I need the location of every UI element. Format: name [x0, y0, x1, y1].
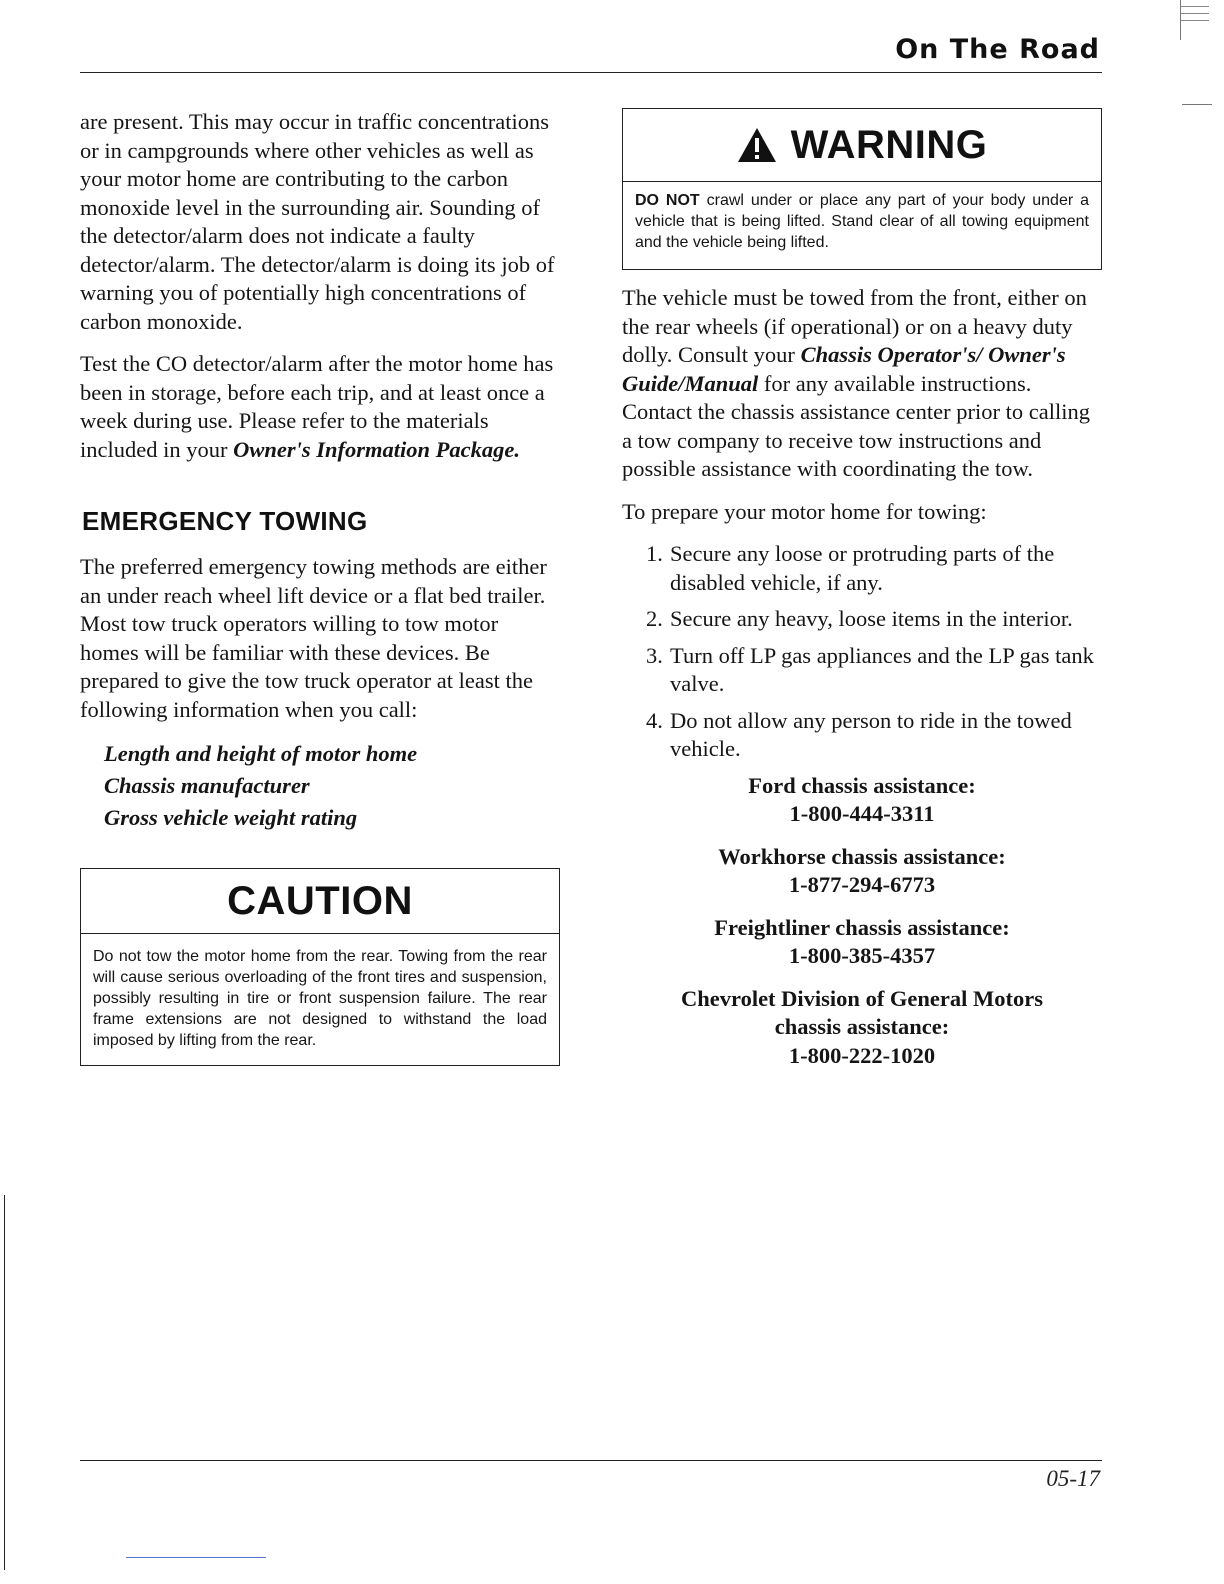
- info-item: Chassis manufacturer: [104, 773, 310, 798]
- list-item: 3. Turn off LP gas appliances and the LP gas tank valve.: [646, 642, 1094, 696]
- header-rule: [80, 72, 1102, 73]
- tow-from-front-paragraph: The vehicle must be towed from the front, either on the rear wheels (if operational) or on a heavy duty dolly. Consult your Chassis Operator's/ Owner's Guide/Manual for any available instructions. Contact the chassis assistance center prior to calling a tow company to receive tow instructions and possible assistance with coordinating the tow.: [622, 285, 1090, 481]
- scan-artifact: [126, 1557, 266, 1558]
- contact-workhorse: Workhorse chassis assistance: 1-877-294-6773: [622, 843, 1102, 900]
- prepare-intro: To prepare your motor home for towing:: [622, 498, 987, 524]
- footer-rule: [80, 1460, 1102, 1461]
- list-item: 4. Do not allow any person to ride in the towed vehicle.: [646, 707, 1072, 761]
- warning-box: [622, 108, 1102, 270]
- caution-box: [80, 868, 560, 1066]
- left-column: [80, 108, 560, 1066]
- contact-freightliner: Freightliner chassis assistance: 1-800-385-4357: [622, 914, 1102, 971]
- contact-ford: Ford chassis assistance: 1-800-444-3311: [622, 772, 1102, 829]
- prep-steps-list: [622, 540, 1102, 764]
- warning-lead: DO NOT: [635, 192, 700, 209]
- tow-info-list: [104, 738, 560, 834]
- list-item: 1. Secure any loose or protruding parts of the disabled vehicle, if any.: [646, 541, 1055, 595]
- contact-chevrolet: Chevrolet Division of General Motors chassis assistance: 1-800-222-1020: [622, 985, 1102, 1071]
- warning-title: WARNING: [790, 122, 988, 167]
- page-header-title: On The Road: [895, 34, 1100, 65]
- info-item: Length and height of motor home: [104, 741, 418, 766]
- co-alarm-paragraph: are present. This may occur in traffic concentrations or in campgrounds where other vehicles as well as your motor home are contributing to the carbon monoxide level in the surrounding air. Sounding of the detector/alarm does not indicate a faulty detector/alarm. The detector/alarm is doing its job of warning you of potentially high concentrations of carbon monoxide.: [80, 109, 555, 334]
- right-column: [622, 108, 1102, 1084]
- phone-number: 1-800-385-4357: [788, 943, 936, 968]
- scan-artifact: [4, 1195, 5, 1570]
- caution-header: [81, 869, 559, 934]
- warning-triangle-icon: [737, 127, 777, 163]
- caution-body: Do not tow the motor home from the rear. Towing from the rear will cause serious overloading of the front tires and suspension, possibly resulting in tire or front suspension failure. The rear frame extensions are not designed to withstand the load imposed by lifting from the rear.: [93, 948, 547, 1049]
- scan-artifact: [1180, 0, 1211, 40]
- warning-body: DO NOT crawl under or place any part of your body under a vehicle that is being lifted. Stand clear of all towing equipment and the vehicle being lifted.: [635, 192, 1090, 251]
- owners-info-package-ref: Owner's Information Package.: [233, 436, 521, 462]
- info-item: Gross vehicle weight rating: [104, 805, 358, 830]
- caution-title: CAUTION: [227, 878, 413, 923]
- phone-number: 1-877-294-6773: [788, 872, 936, 897]
- warning-header: [623, 109, 1101, 182]
- co-test-paragraph: Test the CO detector/alarm after the motor home has been in storage, before each trip, and at least once a week during use. Please refer to the materials included in your Owner's Information Package.: [80, 351, 554, 462]
- phone-number: 1-800-444-3311: [789, 801, 935, 826]
- margin-mark: [1182, 104, 1212, 105]
- chassis-contacts: [622, 772, 1102, 1071]
- page-number: 05-17: [1046, 1466, 1100, 1491]
- section-heading: EMERGENCY TOWING: [82, 506, 368, 536]
- chassis-manual-ref: Chassis Operator's/ Owner's Guide/Manual: [622, 342, 1066, 396]
- list-item: 2. Secure any heavy, loose items in the interior.: [646, 606, 1073, 631]
- towing-methods-paragraph: The preferred emergency towing methods are either an under reach wheel lift device or a flat bed trailer. Most tow truck operators willing to tow motor homes will be familiar with these devices. Be prepared to give the tow truck operator at least the following information when you call:: [80, 554, 547, 722]
- phone-number: 1-800-222-1020: [788, 1042, 936, 1068]
